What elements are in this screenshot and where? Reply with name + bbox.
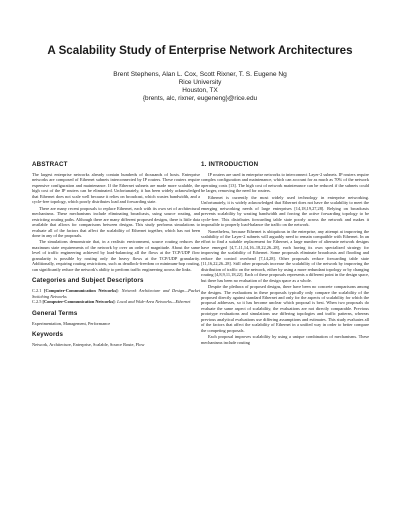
abstract-paragraph: The simulations demonstrate that, in a realistic environment, source routing reduces the maximum state requirements of the network by over an order of magnitude. About the same level of traffic engineering achieved by load-balancing all the flows at the TCP/UDP flow granularity is possible by routing only the heavy flows at the TCP/UDP granularity. Additionally, requiring routing restrictions, such as deadlock-freedom or minimum-hop routing, can significantly reduce the network's ability to perform traffic engineering across the links. [32,239,200,272]
category-code: C.2.5 [32,299,42,305]
author-city: Houston, TX [182,87,218,94]
introduction-paragraph: Each proposal improves scalability by using a unique combination of mechanisms. These mechanisms include routing [201,334,369,345]
abstract-paragraph: There are many recent proposals to replace Ethernet, each with its own set of architectural mechanisms. These mechanisms include eliminating broadcasts, using source routing, and restricting routing paths. Although there are many different proposed designs, there is little data available that allows for comparisons between designs. This study performs simulations to evaluate all of the factors that affect the scalability of Ethernet together, which has not been done in any of the proposals. [32,205,200,238]
paper-title: A Scalability Study of Enterprise Network Architectures [47,44,353,57]
right-column [201,161,369,346]
category-desc: : Network Architecture and Design—Packet Switching Networks [32,288,200,299]
categories-heading: Categories and Subject Descriptors [32,277,144,285]
abstract-paragraph: The largest enterprise networks already contain hundreds of thousands of hosts. Enterprise networks are composed of Ethernet subnets interconnected by IP routers. These routers require expensive configuration and maintenance. If the Ethernet subnets are made more scalable, the high cost of the IP routers can be eliminated. Unfortunately, it has been widely acknowledged that Ethernet does not scale well because it relies on broadcast, which wastes bandwidth, and a cycle-free topology, which poorly distributes load and forwarding state. [32,172,200,205]
general-terms-text: Experimentation, Management, Performance [32,320,111,326]
category-code: C.2.1 [32,288,42,294]
author-email: {brents, alc, rixner, eugeneng}@rice.edu [142,95,258,102]
introduction-paragraph: Ethernet is currently the most widely used technology in enterprise networking. Unfortunately, it is widely acknowledged that Ethernet does not have the scalability to meet the emerging networking needs of large enterprises [14,18,19,27,28]. Relying on broadcasts prevents scalability by wasting bandwidth and forcing the active forwarding topology to be cycle-free. This distributes forwarding table state poorly across the network and makes it impossible to properly load-balance the traffic on the network. [201,194,369,228]
author-block [20,71,380,103]
keywords-text: Network, Architecture, Enterprise, Scalable, Source Route, Flow [32,341,145,347]
category-name: [Computer-Communication Networks] [42,299,115,305]
introduction-heading: 1. INTRODUCTION [201,161,259,168]
category-desc: : Local and Wide-Area Networks—Ethernet [114,299,191,305]
introduction-paragraph: Nonetheless, because Ethernet is ubiquitous in the enterprise, any attempt at improving the scalability of the Layer-2 subnets will arguably need to remain compatible with Ethernet. In an effort to find a suitable replacement for Ethernet, a large number of alternate network designs have emerged [4,7–11,14,16–18,22,26–28], each having its own specialized strategy for improving the scalability of Ethernet. Some proposals eliminate broadcasts and flooding and reduce the control overhead [7,14,28]. Other proposals reduce forwarding table state [11,16,22,26–28]. Still other proposals increase the scalability of the network by improving the distribution of traffic on the network, either by using a more redundant topology or by changing routing [4,8,9,11,18,22]. Each of these proposals represents a different point in the design space, but there has been no evaluation of the design space as a whole. [201,228,369,283]
author-names: Brent Stephens, Alan L. Cox, Scott Rixner, T. S. Eugene Ng [113,71,287,78]
author-affiliation: Rice University [178,79,222,86]
introduction-paragraph: Despite the plethora of proposed designs, there have been no concrete comparisons among the designs. The evaluations in these proposals typically only compare the scalability of the proposed directly against standard Ethernet and only for the aspects of scalability for which the proposal addresses, so it has become unclear which proposal is best. When two proposals do evaluate the same aspect of scalability, the evaluations are not directly comparable. Previous prototype evaluations and simulations use differing topologies and traffic patterns, whereas previous analytical evaluations use differing assumptions and estimates. This study evaluates all of the factors that affect the scalability of Ethernet in a unified way in order to better compare the competing proposals. [201,284,369,333]
keywords-heading: Keywords [32,330,64,338]
category-item [32,299,200,304]
general-terms-heading: General Terms [32,309,78,317]
introduction-paragraph: IP routers are used in enterprise networks to interconnect Layer-2 subnets. IP routers require complex configuration and maintenance, which can account for as much as 70% of the network operating costs [13]. The high cost of network maintenance can be reduced if the subnets could be larger, removing the need for routers. [201,172,369,194]
abstract-heading: ABSTRACT [32,161,68,168]
category-name: [Computer-Communication Networks] [44,288,118,294]
category-item [32,288,200,299]
left-column [32,161,200,348]
